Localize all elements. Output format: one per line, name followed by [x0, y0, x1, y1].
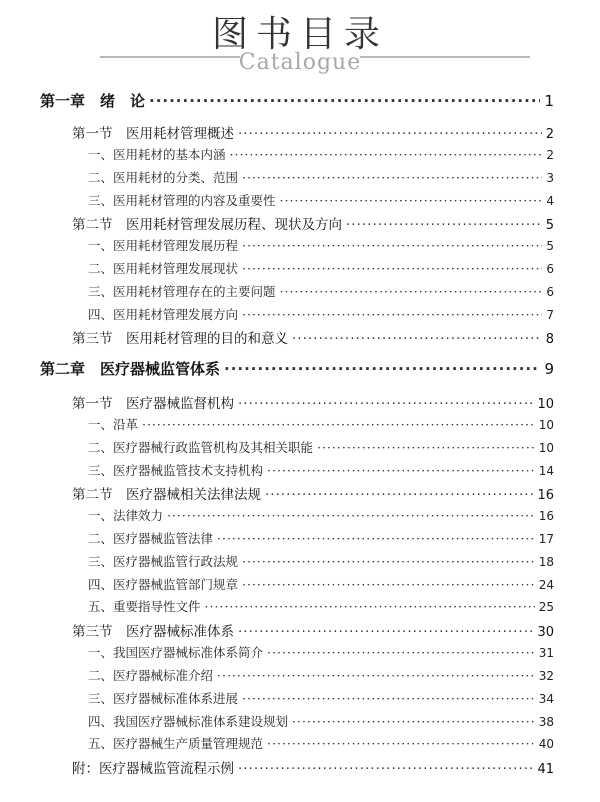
toc-entry-title: 第一章 绪 论: [40, 92, 146, 110]
toc-entry-title: 三、医疗器械监管技术支持机构: [88, 463, 264, 478]
toc-item-row: [88, 734, 554, 752]
dot-leader: [238, 624, 533, 640]
toc-entry-title: 第一节 医用耗材管理概述: [72, 126, 234, 142]
toc-page-number: 3: [546, 171, 554, 185]
toc-entry-title: 一、法律效力: [88, 508, 164, 523]
toc-item-row: [88, 666, 554, 684]
toc-section-row: [72, 620, 554, 640]
dot-leader: [267, 736, 535, 751]
dot-leader: [292, 714, 535, 729]
toc-entry-title: 一、医用耗材的基本内涵: [88, 147, 226, 162]
dot-leader: [205, 599, 535, 614]
toc-item-row: [88, 712, 554, 730]
toc-page-number: 6: [546, 262, 554, 276]
toc-entry-title: 二、医用耗材管理发展现状: [88, 261, 239, 276]
dot-leader: [292, 331, 542, 347]
toc-entry-title: 一、沿革: [88, 417, 139, 432]
toc-chapter-row: [40, 358, 554, 379]
toc-entry-title: 第一节 医疗器械监督机构: [72, 396, 234, 412]
dot-leader: [317, 440, 535, 455]
dot-leader: [142, 417, 535, 432]
toc-item-row: [88, 643, 554, 661]
dot-leader: [224, 360, 540, 378]
page-subtitle: Catalogue: [238, 50, 362, 75]
toc-entry-title: 三、医疗器械标准体系进展: [88, 691, 239, 706]
toc-entry-title: 第二节 医用耗材管理发展历程、现状及方向: [72, 217, 342, 233]
toc-page-number: 2: [545, 127, 554, 142]
toc-page-number: 7: [546, 308, 554, 322]
toc-page-number: 10: [537, 397, 554, 412]
toc-page-number: 40: [538, 737, 554, 751]
toc-section-row: [72, 483, 554, 503]
toc-entry-title: 二、医用耗材的分类、范围: [88, 170, 239, 185]
toc-page-number: 10: [538, 418, 554, 432]
toc-section-row: [72, 757, 554, 777]
toc-entry-title: 三、医疗器械监管行政法规: [88, 554, 239, 569]
toc-item-row: [88, 145, 554, 163]
toc-page-number: 31: [538, 646, 554, 660]
toc-item-row: [88, 282, 554, 300]
toc-page-number: 5: [546, 239, 554, 253]
toc-item-row: [88, 552, 554, 570]
toc-page-number: 1: [544, 92, 554, 110]
toc-page-number: 2: [546, 148, 554, 162]
toc-item-row: [88, 506, 554, 524]
toc-page-number: 17: [538, 532, 554, 546]
toc-entry-title: 三、医用耗材管理的内容及重要性: [88, 193, 276, 208]
toc-page-number: 14: [538, 464, 554, 478]
toc-page-number: 34: [538, 692, 554, 706]
toc-entry-title: 二、医疗器械行政监管机构及其相关职能: [88, 440, 314, 455]
toc-item-row: [88, 575, 554, 593]
dot-leader: [230, 147, 543, 162]
dot-leader: [346, 217, 542, 233]
toc-entry-title: 第二章 医疗器械监管体系: [40, 360, 221, 378]
toc-entry-title: 五、医疗器械生产质量管理规范: [88, 736, 264, 751]
dot-leader: [242, 691, 535, 706]
toc-item-row: [88, 689, 554, 707]
dot-leader: [242, 554, 535, 569]
dot-leader: [167, 508, 535, 523]
toc-page-number: 38: [538, 715, 554, 729]
toc-item-row: [88, 236, 554, 254]
dot-leader: [238, 761, 533, 777]
toc-entry-title: 四、我国医疗器械标准体系建设规划: [88, 714, 289, 729]
toc-item-row: [88, 597, 554, 615]
dot-leader: [238, 126, 542, 142]
toc-entry-title: 第二节 医疗器械相关法律法规: [72, 487, 261, 503]
toc-page-number: 25: [538, 600, 554, 614]
toc-page-number: 5: [545, 218, 554, 233]
toc-page-number: 10: [538, 441, 554, 455]
toc-page-number: 4: [546, 194, 554, 208]
toc-page-number: 16: [537, 488, 554, 503]
dot-leader: [280, 284, 543, 299]
toc-section-row: [72, 327, 554, 347]
toc-item-row: [88, 461, 554, 479]
dot-leader: [242, 307, 542, 322]
dot-leader: [149, 92, 540, 110]
toc-entry-title: 五、重要指导性文件: [88, 599, 201, 614]
toc-entry-title: 三、医用耗材管理存在的主要问题: [88, 284, 276, 299]
toc-page-number: 24: [538, 578, 554, 592]
toc-page-number: 9: [544, 360, 554, 378]
dot-leader: [238, 396, 533, 412]
toc-entry-title: 四、医疗器械监管部门规章: [88, 577, 239, 592]
dot-leader: [267, 645, 535, 660]
toc-section-row: [72, 392, 554, 412]
toc-item-row: [88, 529, 554, 547]
toc-page-number: 8: [545, 332, 554, 347]
toc-item-row: [88, 415, 554, 433]
dot-leader: [267, 463, 535, 478]
toc-entry-title: 一、医用耗材管理发展历程: [88, 238, 239, 253]
toc-entry-title: 一、我国医疗器械标准体系简介: [88, 645, 264, 660]
toc-chapter-row: [40, 90, 554, 111]
dot-leader: [217, 531, 535, 546]
toc-section-row: [72, 213, 554, 233]
dot-leader: [242, 261, 542, 276]
toc-entry-title: 二、医疗器械标准介绍: [88, 668, 214, 683]
toc-section-row: [72, 122, 554, 142]
toc-entry-title: 第三节 医疗器械标准体系: [72, 624, 234, 640]
toc-page-number: 18: [538, 555, 554, 569]
toc-page-number: 32: [538, 669, 554, 683]
toc-page-number: 16: [538, 509, 554, 523]
toc-entry-title: 附：医疗器械监管流程示例: [72, 761, 234, 777]
toc-entry-title: 二、医疗器械监管法律: [88, 531, 214, 546]
dot-leader: [242, 238, 542, 253]
toc-page-number: 30: [537, 625, 554, 640]
toc-entry-title: 四、医用耗材管理发展方向: [88, 307, 239, 322]
toc-item-row: [88, 305, 554, 323]
page-title: 图书目录: [211, 14, 388, 55]
toc-item-row: [88, 168, 554, 186]
toc-page-number: 41: [537, 762, 554, 777]
toc-item-row: [88, 259, 554, 277]
dot-leader: [217, 668, 535, 683]
toc-item-row: [88, 438, 554, 456]
toc-item-row: [88, 191, 554, 209]
dot-leader: [265, 487, 533, 503]
toc-entry-title: 第三节 医用耗材管理的目的和意义: [72, 331, 288, 347]
dot-leader: [242, 577, 535, 592]
catalogue-header: [0, 0, 600, 80]
dot-leader: [280, 193, 543, 208]
dot-leader: [242, 170, 542, 185]
toc-page-number: 6: [546, 285, 554, 299]
